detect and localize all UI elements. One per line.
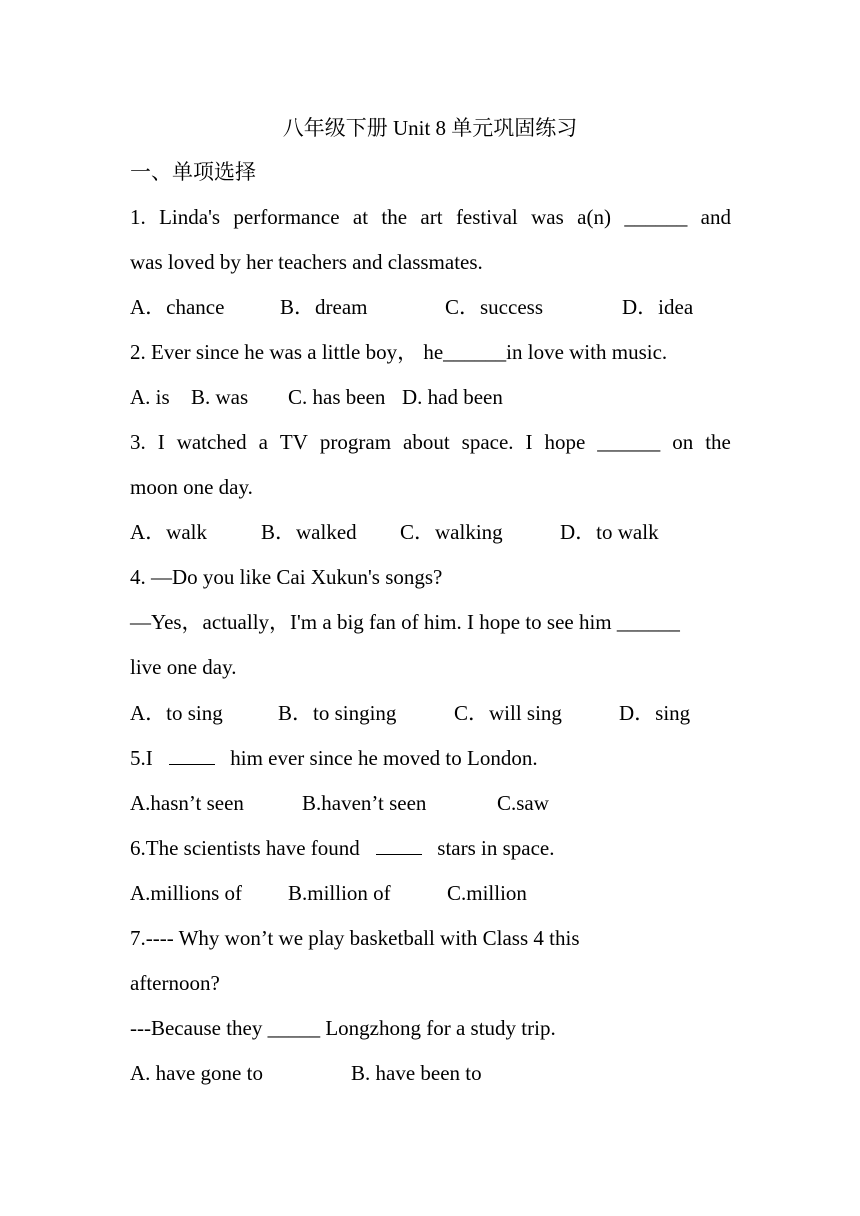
question-4-line-2: —Yes，actually，I'm a big fan of him. I hope to see him ______ <box>130 610 680 634</box>
question-3-line-1 <box>130 427 731 457</box>
option-b: B.million of <box>288 881 391 905</box>
option-d: D．sing <box>619 701 691 725</box>
q3-word: space. <box>461 430 514 454</box>
question-5-line-1 <box>130 743 731 773</box>
q1-word: was <box>531 205 564 229</box>
q6-suffix: stars in space. <box>437 836 555 860</box>
question-1-line-1 <box>130 202 731 232</box>
question-7-line-3: ---Because they _____ Longzhong for a study trip. <box>130 1016 556 1040</box>
option-a: A.millions of <box>130 881 243 905</box>
question-4-line-1: 4. —Do you like Cai Xukun's songs? <box>130 565 443 589</box>
option-b: B. was <box>191 385 249 409</box>
option-c: C.million <box>447 881 527 905</box>
q1-word: Linda's <box>159 205 221 229</box>
option-a: A.hasn’t seen <box>130 791 244 815</box>
q3-word: hope <box>544 430 586 454</box>
option-a: A．chance <box>130 295 225 319</box>
option-a: A. have gone to <box>130 1061 263 1085</box>
q1-word: festival <box>455 205 518 229</box>
q5-prefix: 5.I <box>130 746 153 770</box>
option-c: C．walking <box>400 520 503 544</box>
q3-word: the <box>705 430 731 454</box>
q3-word: watched <box>176 430 247 454</box>
option-b: B．dream <box>280 295 368 319</box>
q1-word: the <box>381 205 408 229</box>
question-7-line-1: 7.---- Why won’t we play basketball with Class 4 this <box>130 926 580 950</box>
q1-word: and <box>700 205 731 229</box>
answer-blank <box>169 744 215 765</box>
option-a: A．walk <box>130 520 207 544</box>
question-6-line-1 <box>130 833 731 863</box>
question-4-line-3: live one day. <box>130 655 237 679</box>
q5-suffix: him ever since he moved to London. <box>230 746 538 770</box>
q1-word: 1. <box>130 205 146 229</box>
option-d: D．to walk <box>560 520 659 544</box>
q6-prefix: 6.The scientists have found <box>130 836 360 860</box>
option-b: B.haven’t seen <box>302 791 427 815</box>
question-7-line-2: afternoon? <box>130 971 220 995</box>
q3-word: 3. <box>130 430 146 454</box>
q3-blank: ______ <box>597 430 661 454</box>
q3-word: about <box>403 430 450 454</box>
q3-word: on <box>672 430 694 454</box>
q1-word: performance <box>233 205 340 229</box>
q3-word: program <box>319 430 392 454</box>
option-a: A．to sing <box>130 701 223 725</box>
page-title: 八年级下册 Unit 8 单元巩固练习 <box>282 116 578 140</box>
option-b: B. have been to <box>351 1061 482 1085</box>
q1-word: art <box>420 205 443 229</box>
q1-blank: ______ <box>624 205 688 229</box>
q3-word: I <box>525 430 533 454</box>
option-c: C.saw <box>497 791 549 815</box>
q3-word: I <box>157 430 165 454</box>
answer-blank <box>376 834 422 855</box>
q3-word: a <box>258 430 268 454</box>
question-1-line-2: was loved by her teachers and classmates. <box>130 250 483 274</box>
option-d: D．idea <box>622 295 694 319</box>
option-c: C．will sing <box>454 701 562 725</box>
option-c: C. has been <box>288 385 386 409</box>
option-d: D. had been <box>402 385 503 409</box>
q1-word: a(n) <box>577 205 611 229</box>
option-a: A. is <box>130 385 170 409</box>
question-3-line-2: moon one day. <box>130 475 253 499</box>
option-b: B．walked <box>261 520 357 544</box>
option-c: C．success <box>445 295 543 319</box>
q1-word: at <box>352 205 369 229</box>
question-2-line-1: 2. Ever since he was a little boy， he______in love with music. <box>130 340 668 364</box>
section-heading: 一、单项选择 <box>130 160 256 184</box>
q3-word: TV <box>279 430 308 454</box>
option-b: B．to singing <box>278 701 397 725</box>
